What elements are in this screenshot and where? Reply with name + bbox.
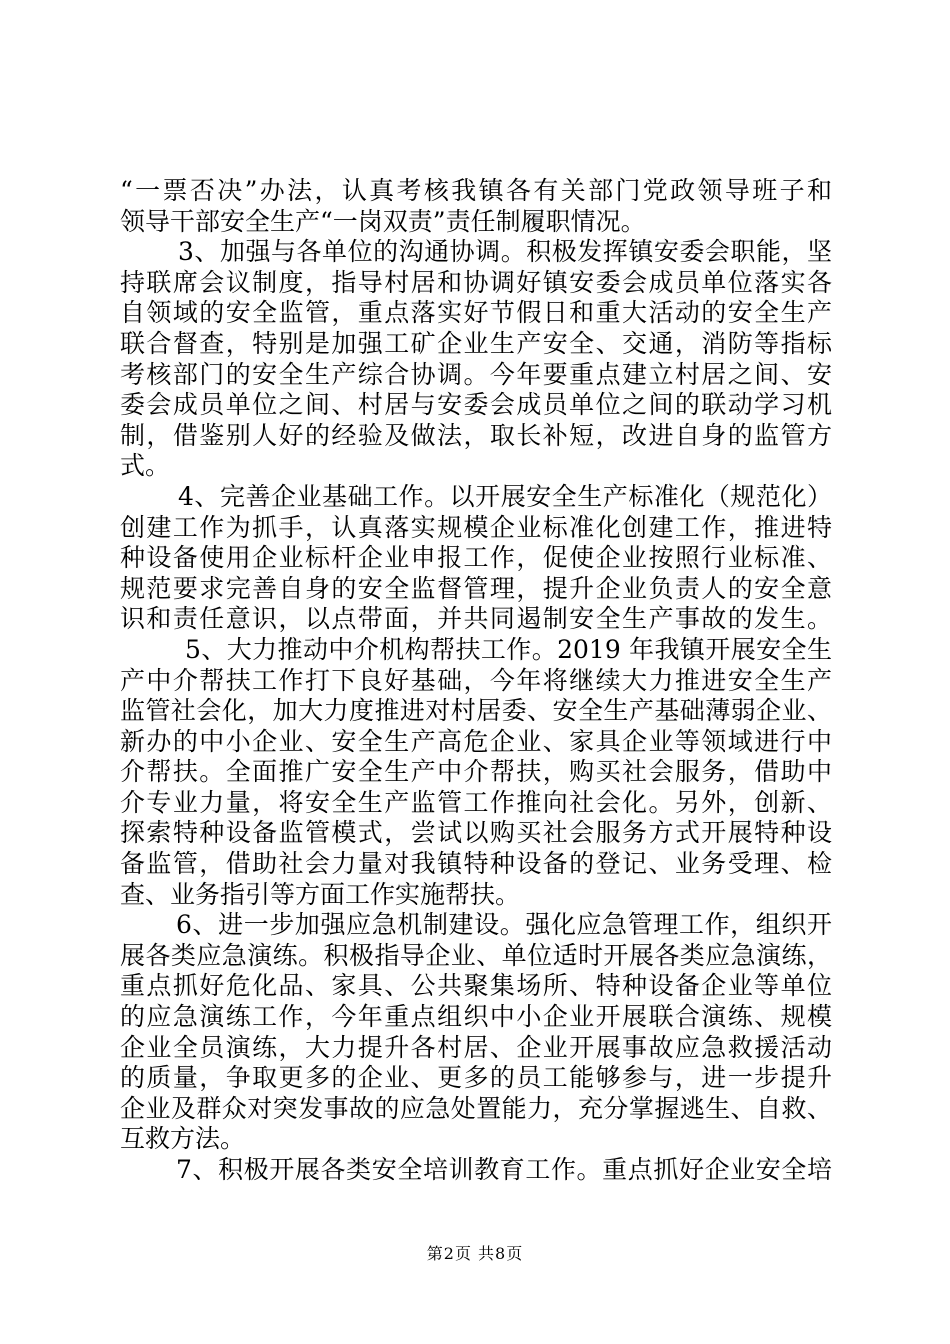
text-line: 的应急演练工作，今年重点组织中小企业开展联合演练、规模 xyxy=(120,1002,832,1032)
text-line: 创建工作为抓手，认真落实规模企业标准化创建工作，推进特 xyxy=(120,512,832,542)
text-line: 探索特种设备监管模式，尝试以购买社会服务方式开展特种设 xyxy=(120,818,832,848)
text-line: 重点抓好危化品、家具、公共聚集场所、特种设备企业等单位 xyxy=(120,971,832,1001)
text-line: 展各类应急演练。积极指导企业、单位适时开展各类应急演练， xyxy=(120,940,832,970)
text-line: 介帮扶。全面推广安全生产中介帮扶，购买社会服务，借助中 xyxy=(120,757,832,787)
text-line: 联合督查，特别是加强工矿企业生产安全、交通，消防等指标 xyxy=(120,328,832,358)
text-line: 备监管，借助社会力量对我镇特种设备的登记、业务受理、检 xyxy=(120,849,832,879)
paragraph-item-3 xyxy=(120,237,832,482)
text-line: 查、业务指引等方面工作实施帮扶。 xyxy=(120,879,521,909)
text-line: 4、完善企业基础工作。以开展安全生产标准化（规范化） xyxy=(178,481,832,511)
text-line: 7、积极开展各类安全培训教育工作。重点抓好企业安全培 xyxy=(176,1155,832,1184)
text-line: 6、进一步加强应急机制建设。强化应急管理工作，组织开 xyxy=(176,910,832,940)
paragraph-item-4 xyxy=(120,482,832,635)
text-line: 自领域的安全监管，重点落实好节假日和重大活动的安全生产 xyxy=(120,298,832,328)
text-line: 企业全员演练，大力提升各村居、企业开展事故应急救援活动 xyxy=(120,1032,832,1062)
text-line: 领导干部安全生产“一岗双责”责任制履职情况。 xyxy=(120,206,646,236)
page-number-footer: 第2页 共8页 xyxy=(426,1244,524,1263)
text-line: 种设备使用企业标杆企业申报工作，促使企业按照行业标准、 xyxy=(120,543,832,573)
paragraph-item-6 xyxy=(120,910,832,1155)
text-line: 5、大力推动中介机构帮扶工作。2019 年我镇开展安全生 xyxy=(185,634,832,664)
text-line: 制，借鉴别人好的经验及做法，取长补短，改进自身的监管方 xyxy=(120,420,832,450)
paragraph-item-7 xyxy=(120,1155,832,1186)
text-line: 持联席会议制度，指导村居和协调好镇安委会成员单位落实各 xyxy=(120,267,832,297)
text-line: 委会成员单位之间、村居与安委会成员单位之间的联动学习机 xyxy=(120,390,832,420)
text-line: 企业及群众对突发事故的应急处置能力，充分掌握逃生、自救、 xyxy=(120,1093,832,1123)
text-line: 的质量，争取更多的企业、更多的员工能够参与，进一步提升 xyxy=(120,1063,832,1093)
text-line: 式。 xyxy=(120,451,171,481)
paragraph-item-5 xyxy=(120,635,832,910)
text-line: 产中介帮扶工作打下良好基础，今年将继续大力推进安全生产 xyxy=(120,665,832,695)
text-line: 互救方法。 xyxy=(120,1124,246,1154)
text-line: 3、加强与各单位的沟通协调。积极发挥镇安委会职能，坚 xyxy=(178,237,832,267)
text-line: 介专业力量，将安全生产监管工作推向社会化。另外，创新、 xyxy=(120,787,832,817)
document-body xyxy=(120,176,832,1186)
paragraph-continued xyxy=(120,176,832,237)
text-line: 新办的中小企业、安全生产高危企业、家具企业等领域进行中 xyxy=(120,726,832,756)
text-line: 识和责任意识，以点带面，并共同遏制安全生产事故的发生。 xyxy=(120,604,832,634)
text-line: 考核部门的安全生产综合协调。今年要重点建立村居之间、安 xyxy=(120,359,832,389)
text-line: 规范要求完善自身的安全监督管理，提升企业负责人的安全意 xyxy=(120,573,832,603)
text-line: “一票否决”办法，认真考核我镇各有关部门党政领导班子和 xyxy=(120,176,832,205)
text-line: 监管社会化，加大力度推进对村居委、安全生产基础薄弱企业、 xyxy=(120,696,832,726)
